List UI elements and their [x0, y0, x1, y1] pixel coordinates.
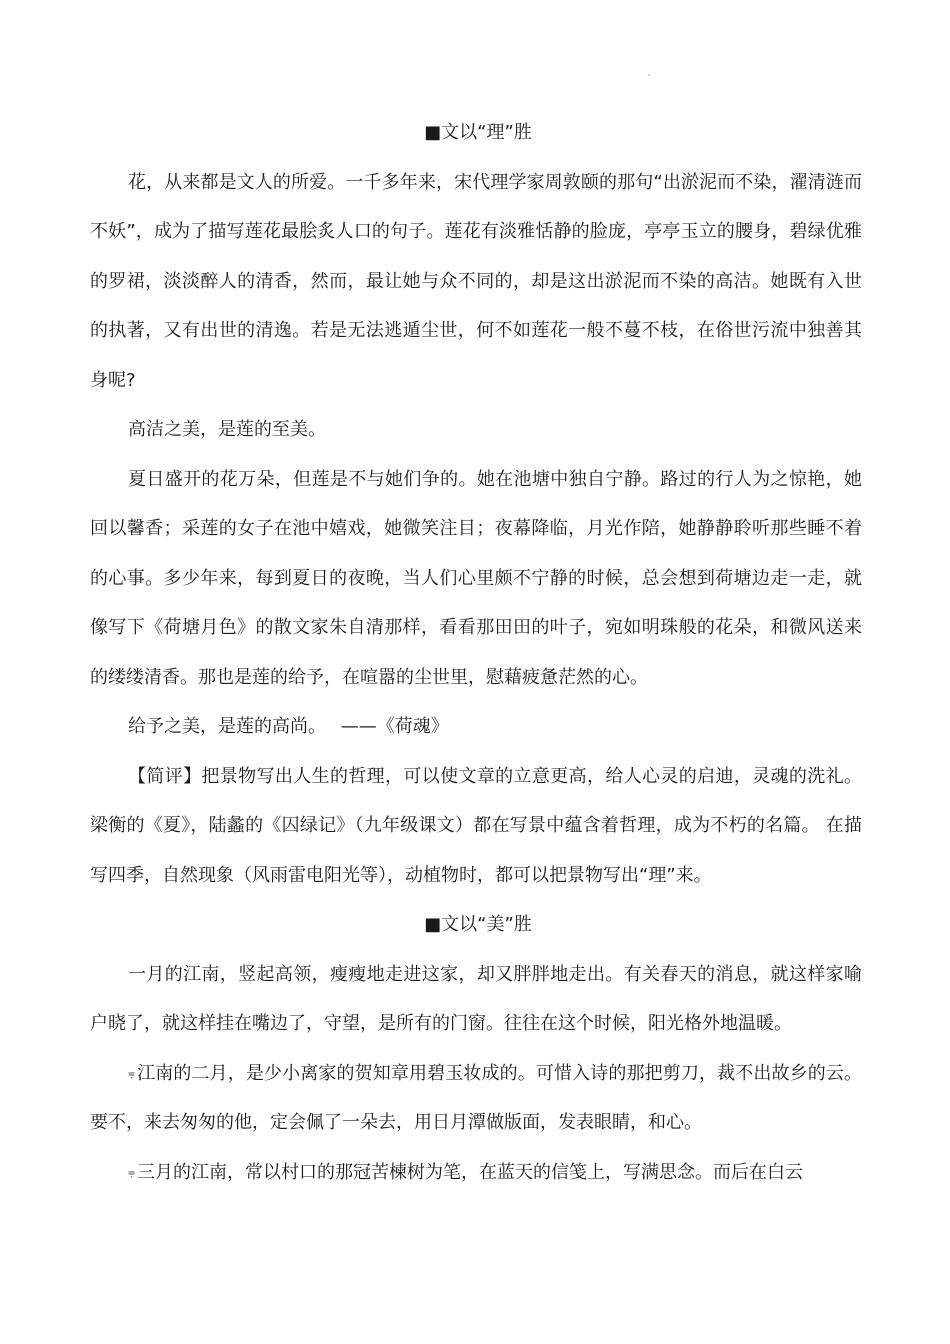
paragraph-giving-beauty: 给予之美，是莲的高尚。 ——《荷魂》 — [128, 716, 449, 737]
paragraph-march-jiangnan — [90, 1148, 862, 1198]
section-heading-mei: ■文以“美”胜 — [424, 914, 532, 935]
paragraph-purity-beauty: 高洁之美，是莲的至美。 — [128, 419, 326, 440]
section-heading-li: ■文以“理”胜 — [424, 122, 532, 143]
bullet-mark-icon: ⩦ — [128, 1164, 136, 1179]
paragraph-lotus-intro: 花，从来都是文人的所爱。一千多年来，宋代理学家周敦颐的那句“出淤泥而不染，濯清涟而不妖”，成为了描写莲花最脍炙人口的句子。莲花有淡雅恬静的脸庞，亭亭玉立的腰身，碧绿优雅的罗裙，淡淡醉人的清香，然而，最让她与众不同的，却是这出淤泥而不染的高洁。她既有入世的执著，又有出世的清逸。若是无法逃遁尘世，何不如莲花一般不蔓不枝，在俗世污流中独善其身呢? — [90, 171, 862, 391]
paragraph-february-jiangnan — [90, 1049, 862, 1148]
document-page — [90, 108, 862, 1197]
bullet-mark-icon: ⩦ — [128, 1065, 136, 1080]
page-speck — [648, 74, 650, 76]
paragraph-february-text: 江南的二月，是少小离家的贺知章用碧玉妆成的。可惜入诗的那把剪刀，裁不出故乡的云。要不，来去匆匆的他，定会佩了一朵去，用日月潭做版面，发表眼睛，和心。 — [90, 1062, 862, 1133]
paragraph-march-text: 三月的江南，常以村口的那冠苦楝树为笔，在蓝天的信笺上，写满思念。而后在白云 — [137, 1161, 804, 1183]
paragraph-summer-lotus: 夏日盛开的花万朵，但莲是不与她们争的。她在池塘中独自宁静。路过的行人为之惊艳，她回以馨香；采莲的女子在池中嬉戏，她微笑注目；夜幕降临，月光作陪，她静静聆听那些睡不着的心事。多少年来，每到夏日的夜晚，当人们心里颇不宁静的时候，总会想到荷塘边走一走，就像写下《荷塘月色》的散文家朱自清那样，看看那田田的叶子，宛如明珠般的花朵，和微风送来的缕缕清香。那也是莲的给予，在喧嚣的尘世里，慰藉疲惫茫然的心。 — [90, 468, 862, 688]
paragraph-brief-comment: 【简评】把景物写出人生的哲理，可以使文章的立意更高，给人心灵的启迪，灵魂的洗礼。梁衡的《夏》，陆蠡的《囚绿记》（九年级课文）都在写景中蕴含着哲理，成为不朽的名篇。 在描写四季，自然现象（风雨雷电阳光等），动植物时，都可以把景物写出“理”来。 — [90, 765, 862, 886]
paragraph-january-jiangnan: 一月的江南，竖起高领，瘦瘦地走进这家，却又胖胖地走出。有关春天的消息，就这样家喻户晓了，就这样挂在嘴边了，守望，是所有的门窗。往往在这个时候，阳光格外地温暖。 — [90, 963, 862, 1034]
